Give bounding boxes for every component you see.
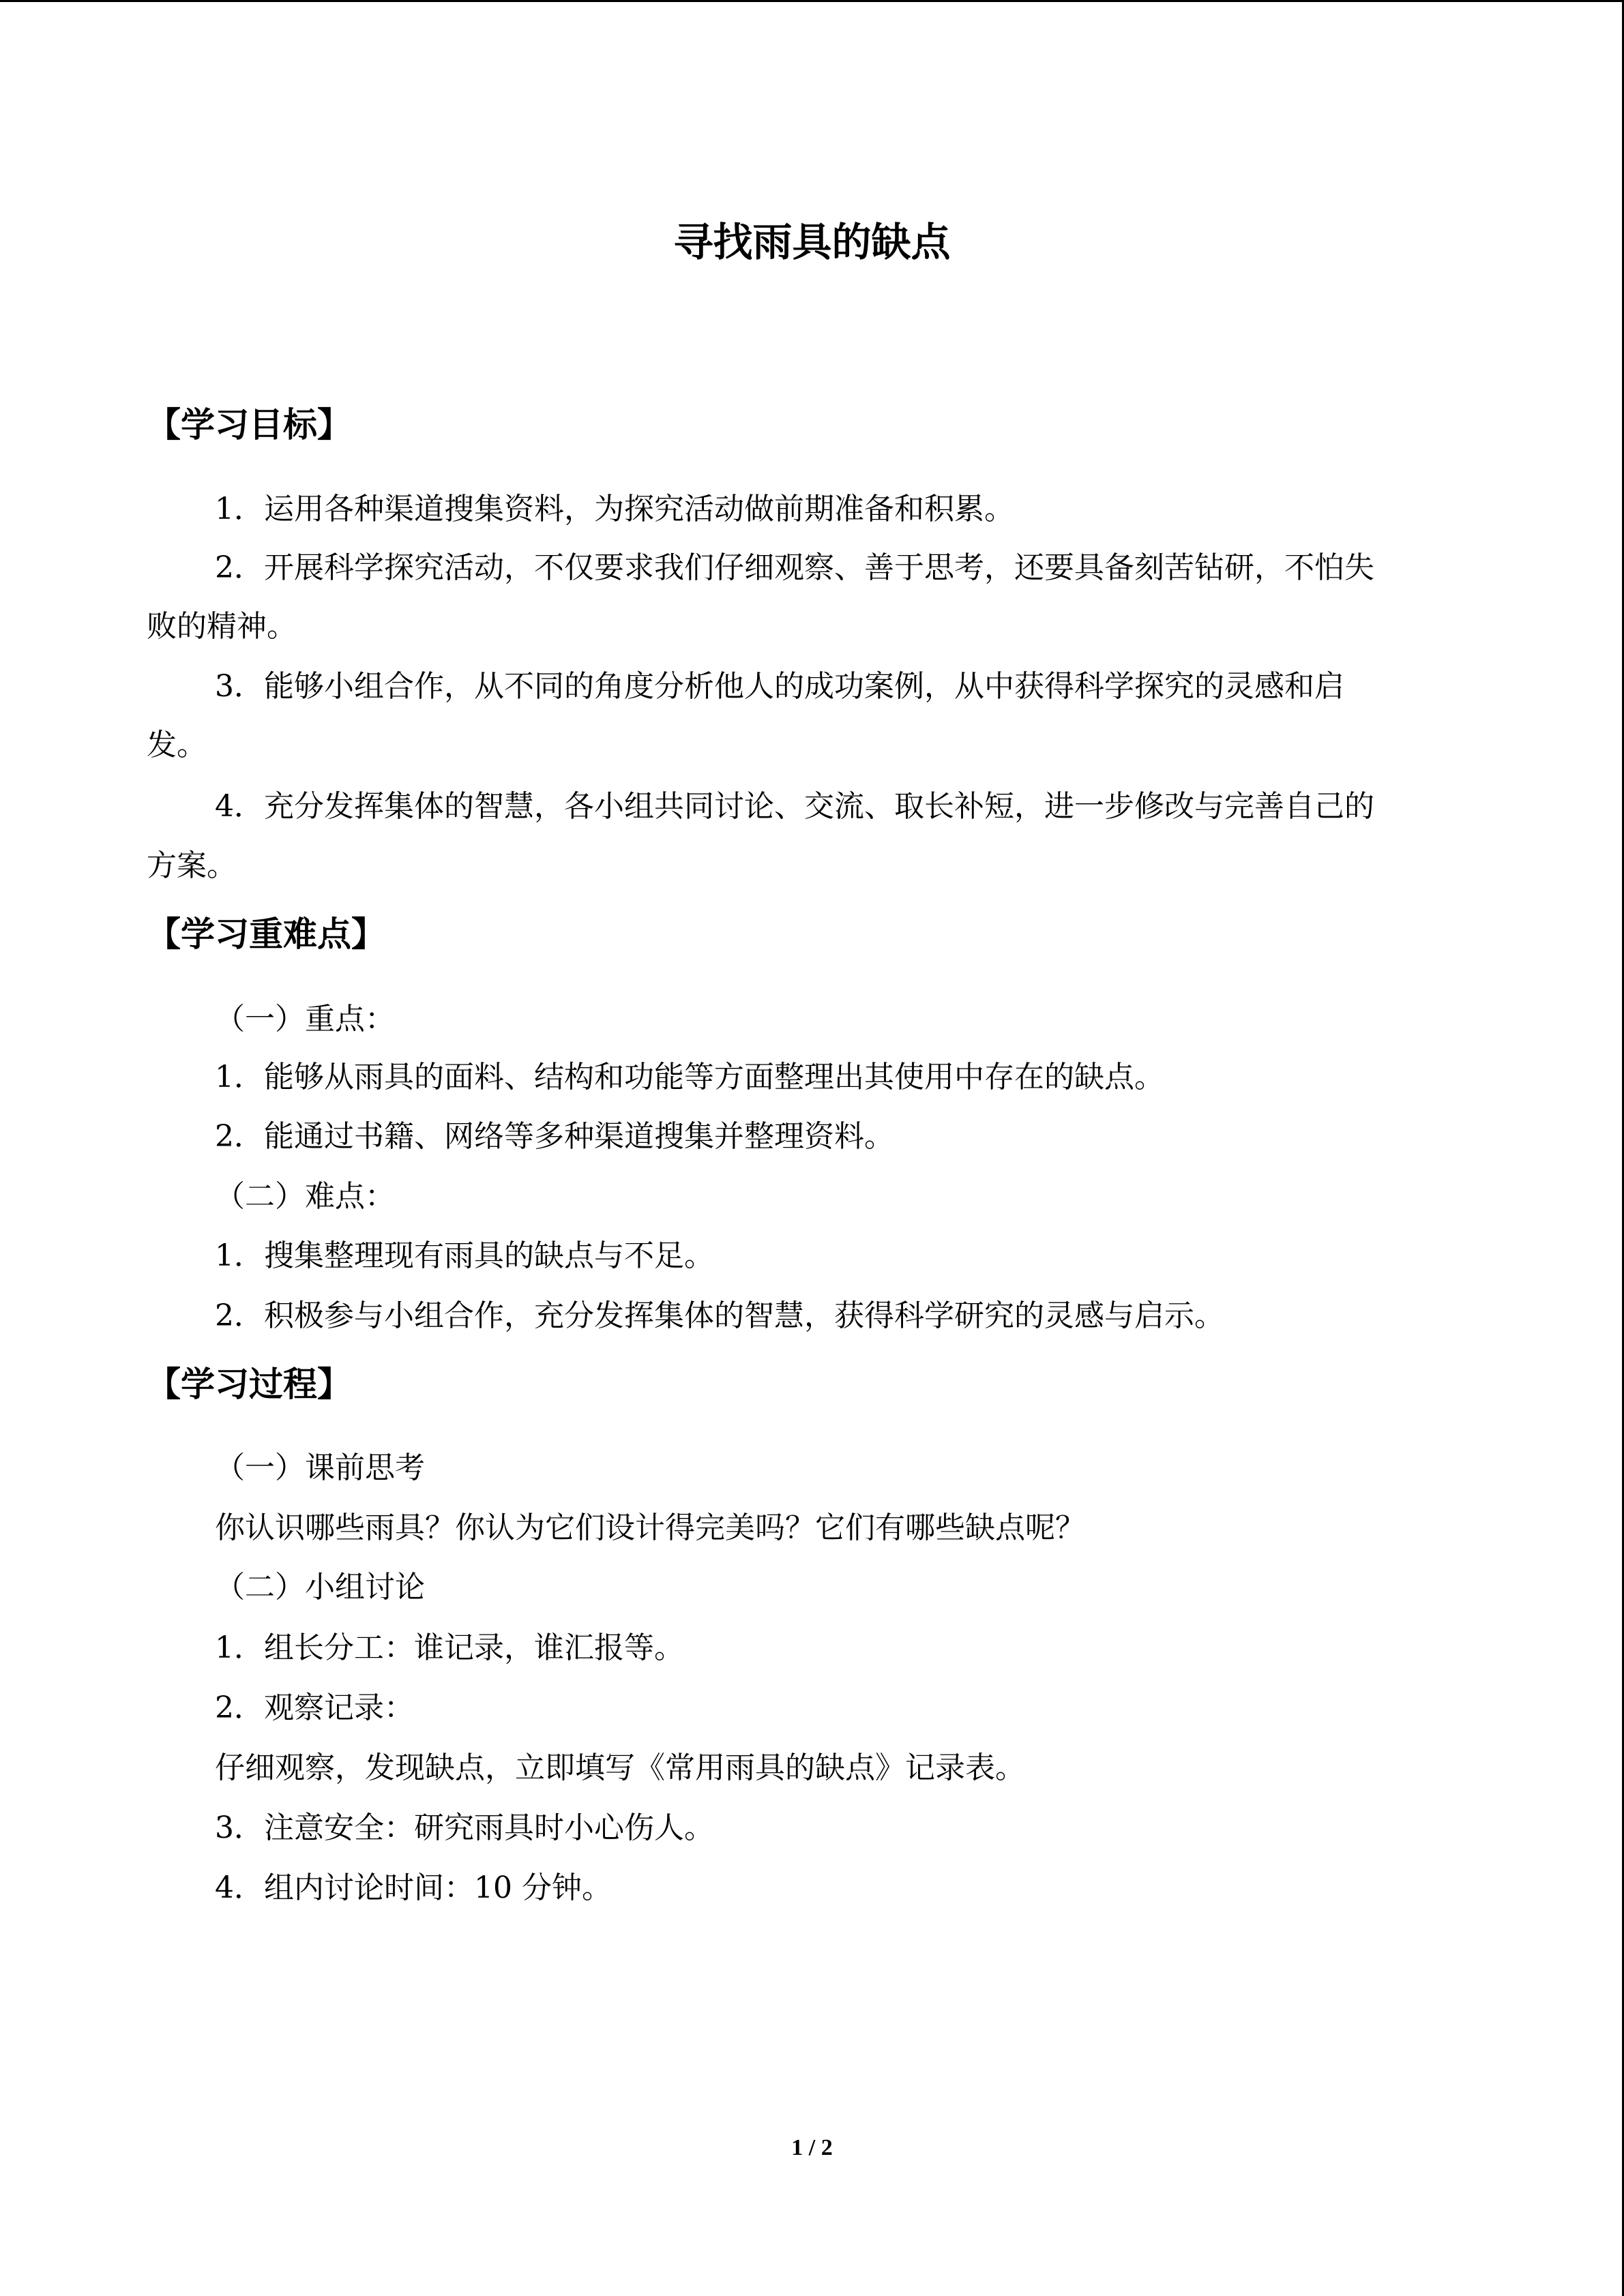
- objective-item-continued: 方案。: [147, 848, 237, 883]
- process-item: 1．组长分工：谁记录，谁汇报等。: [215, 1630, 684, 1665]
- key-point-item: 2．能通过书籍、网络等多种渠道搜集并整理资料。: [215, 1119, 894, 1154]
- difficult-point-item: 1．搜集整理现有雨具的缺点与不足。: [215, 1238, 714, 1273]
- objective-item: 1．运用各种渠道搜集资料，为探究活动做前期准备和积累。: [215, 492, 1014, 526]
- difficult-points-label: （二）难点：: [215, 1179, 395, 1214]
- objective-item: 4．充分发挥集体的智慧，各小组共同讨论、交流、取长补短，进一步修改与完善自己的: [215, 789, 1374, 824]
- page-border-top: [0, 0, 1624, 2]
- process-item: 4．组内讨论时间：10 分钟。: [215, 1870, 612, 1905]
- process-item: 2．观察记录：: [215, 1690, 414, 1725]
- objective-item: 2．开展科学探究活动，不仅要求我们仔细观察、善于思考，还要具备刻苦钻研，不怕失: [215, 550, 1374, 585]
- process-part1-text: 你认识哪些雨具？你认为它们设计得完美吗？它们有哪些缺点呢？: [215, 1510, 1085, 1545]
- key-point-item: 1．能够从雨具的面料、结构和功能等方面整理出其使用中存在的缺点。: [215, 1060, 1164, 1094]
- section-heading-objectives: 【学习目标】: [147, 405, 351, 445]
- process-item: 仔细观察，发现缺点，立即填写《常用雨具的缺点》记录表。: [215, 1750, 1025, 1785]
- section-heading-key-points: 【学习重难点】: [147, 914, 385, 954]
- page-number: 1 / 2: [791, 2135, 833, 2160]
- objective-item: 3．能够小组合作，从不同的角度分析他人的成功案例，从中获得科学探究的灵感和启: [215, 669, 1344, 704]
- objective-item-continued: 发。: [147, 728, 207, 762]
- process-item: 3．注意安全：研究雨具时小心伤人。: [215, 1810, 714, 1845]
- page-title: 寻找雨具的缺点: [673, 219, 951, 265]
- process-part2-label: （二）小组讨论: [215, 1570, 425, 1605]
- process-part1-label: （一）课前思考: [215, 1450, 425, 1485]
- section-heading-process: 【学习过程】: [147, 1365, 351, 1404]
- objective-item-continued: 败的精神。: [147, 609, 297, 644]
- key-points-label: （一）重点：: [215, 1002, 395, 1037]
- difficult-point-item: 2．积极参与小组合作，充分发挥集体的智慧，获得科学研究的灵感与启示。: [215, 1298, 1224, 1333]
